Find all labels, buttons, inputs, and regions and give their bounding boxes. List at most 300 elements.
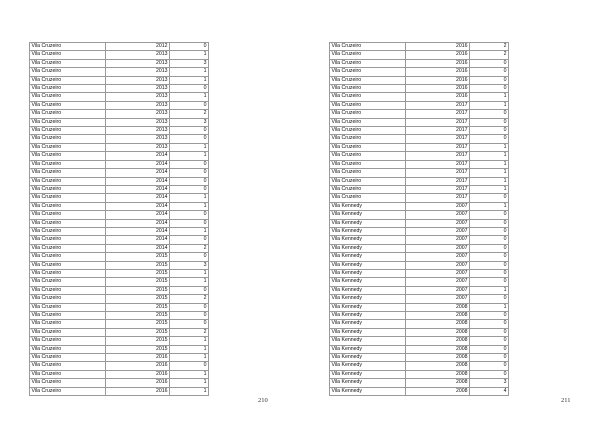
neighborhood-cell: Vila Cruzeiro [30, 194, 106, 202]
year-cell: 2007 [406, 286, 470, 294]
neighborhood-cell: Vila Cruzeiro [330, 194, 406, 202]
year-cell: 2013 [106, 59, 170, 67]
table-row [330, 143, 509, 151]
table-row [30, 152, 209, 160]
year-cell: 2016 [106, 387, 170, 395]
year-cell: 2014 [106, 202, 170, 210]
count-cell: 0 [470, 345, 509, 353]
count-cell: 0 [170, 362, 209, 370]
neighborhood-cell: Vila Cruzeiro [30, 295, 106, 303]
table-row [30, 118, 209, 126]
table-row [330, 295, 509, 303]
neighborhood-cell: Vila Kennedy [330, 261, 406, 269]
year-cell: 2007 [406, 227, 470, 235]
table-row [30, 295, 209, 303]
year-cell: 2014 [106, 152, 170, 160]
year-cell: 2016 [406, 68, 470, 76]
neighborhood-cell: Vila Cruzeiro [330, 143, 406, 151]
table-row [330, 51, 509, 59]
year-cell: 2015 [106, 253, 170, 261]
neighborhood-cell: Vila Cruzeiro [30, 185, 106, 193]
table-row [30, 160, 209, 168]
neighborhood-cell: Vila Cruzeiro [30, 303, 106, 311]
year-cell: 2017 [406, 169, 470, 177]
neighborhood-cell: Vila Kennedy [330, 269, 406, 277]
neighborhood-cell: Vila Kennedy [330, 202, 406, 210]
table-row [30, 59, 209, 67]
table-row [330, 59, 509, 67]
neighborhood-cell: Vila Cruzeiro [30, 227, 106, 235]
neighborhood-cell: Vila Kennedy [330, 354, 406, 362]
table-row [330, 85, 509, 93]
table-row [330, 261, 509, 269]
year-cell: 2015 [106, 312, 170, 320]
neighborhood-cell: Vila Cruzeiro [30, 118, 106, 126]
count-cell: 3 [170, 59, 209, 67]
year-cell: 2008 [406, 354, 470, 362]
neighborhood-cell: Vila Cruzeiro [330, 68, 406, 76]
year-cell: 2017 [406, 185, 470, 193]
neighborhood-cell: Vila Kennedy [330, 370, 406, 378]
year-cell: 2015 [106, 269, 170, 277]
count-cell: 1 [170, 370, 209, 378]
neighborhood-cell: Vila Kennedy [330, 236, 406, 244]
year-cell: 2017 [406, 143, 470, 151]
year-cell: 2016 [406, 43, 470, 51]
year-cell: 2007 [406, 261, 470, 269]
table-row [330, 110, 509, 118]
year-cell: 2007 [406, 219, 470, 227]
table-row [330, 76, 509, 84]
count-cell: 0 [170, 101, 209, 109]
table-row [30, 261, 209, 269]
neighborhood-cell: Vila Cruzeiro [30, 51, 106, 59]
count-cell: 0 [170, 219, 209, 227]
count-cell: 0 [470, 328, 509, 336]
table-row [30, 320, 209, 328]
count-cell: 0 [470, 135, 509, 143]
table-row [30, 236, 209, 244]
table-row [330, 236, 509, 244]
table-row [330, 345, 509, 353]
count-cell: 0 [470, 110, 509, 118]
year-cell: 2007 [406, 295, 470, 303]
count-cell: 0 [170, 135, 209, 143]
count-cell: 1 [470, 177, 509, 185]
neighborhood-cell: Vila Cruzeiro [30, 387, 106, 395]
table-row [30, 370, 209, 378]
count-cell: 0 [170, 320, 209, 328]
count-cell: 0 [470, 278, 509, 286]
count-cell: 1 [170, 51, 209, 59]
neighborhood-cell: Vila Cruzeiro [30, 278, 106, 286]
count-cell: 1 [470, 152, 509, 160]
count-cell: 0 [170, 303, 209, 311]
neighborhood-cell: Vila Cruzeiro [30, 59, 106, 67]
table-row [30, 177, 209, 185]
count-cell: 2 [170, 328, 209, 336]
table-row [30, 227, 209, 235]
count-cell: 3 [170, 118, 209, 126]
count-cell: 0 [470, 244, 509, 252]
count-cell: 1 [470, 286, 509, 294]
year-cell: 2014 [106, 185, 170, 193]
neighborhood-cell: Vila Kennedy [330, 295, 406, 303]
table-row [30, 85, 209, 93]
table-row [30, 219, 209, 227]
left-page-number: 210 [258, 397, 268, 404]
neighborhood-cell: Vila Kennedy [330, 253, 406, 261]
year-cell: 2014 [106, 219, 170, 227]
table-row [330, 337, 509, 345]
table-row [330, 43, 509, 51]
year-cell: 2017 [406, 177, 470, 185]
count-cell: 0 [470, 194, 509, 202]
table-row [330, 202, 509, 210]
year-cell: 2016 [106, 354, 170, 362]
count-cell: 1 [470, 93, 509, 101]
year-cell: 2014 [106, 169, 170, 177]
neighborhood-cell: Vila Cruzeiro [330, 59, 406, 67]
count-cell: 3 [470, 379, 509, 387]
neighborhood-cell: Vila Cruzeiro [30, 160, 106, 168]
count-cell: 0 [470, 370, 509, 378]
count-cell: 1 [170, 76, 209, 84]
count-cell: 2 [470, 43, 509, 51]
year-cell: 2016 [406, 51, 470, 59]
count-cell: 1 [170, 194, 209, 202]
year-cell: 2008 [406, 362, 470, 370]
table-row [30, 345, 209, 353]
year-cell: 2008 [406, 345, 470, 353]
year-cell: 2014 [106, 236, 170, 244]
year-cell: 2007 [406, 202, 470, 210]
table-row [30, 185, 209, 193]
table-row [330, 387, 509, 395]
table-row [30, 51, 209, 59]
count-cell: 0 [470, 127, 509, 135]
count-cell: 0 [170, 211, 209, 219]
table-row [30, 269, 209, 277]
neighborhood-cell: Vila Cruzeiro [30, 320, 106, 328]
year-cell: 2008 [406, 320, 470, 328]
year-cell: 2013 [106, 127, 170, 135]
table-row [330, 93, 509, 101]
neighborhood-cell: Vila Kennedy [330, 278, 406, 286]
neighborhood-cell: Vila Cruzeiro [30, 269, 106, 277]
year-cell: 2008 [406, 328, 470, 336]
count-cell: 1 [470, 303, 509, 311]
left-table-body [30, 43, 209, 396]
count-cell: 0 [470, 362, 509, 370]
table-row [330, 194, 509, 202]
count-cell: 0 [470, 227, 509, 235]
year-cell: 2014 [106, 244, 170, 252]
count-cell: 1 [470, 101, 509, 109]
count-cell: 1 [170, 278, 209, 286]
table-row [30, 194, 209, 202]
neighborhood-cell: Vila Cruzeiro [30, 337, 106, 345]
count-cell: 0 [170, 85, 209, 93]
count-cell: 3 [170, 261, 209, 269]
count-cell: 0 [470, 312, 509, 320]
table-row [330, 269, 509, 277]
table-row [30, 211, 209, 219]
count-cell: 1 [470, 169, 509, 177]
table-row [330, 312, 509, 320]
table-row [330, 101, 509, 109]
table-row [330, 185, 509, 193]
table-row [330, 253, 509, 261]
count-cell: 0 [170, 169, 209, 177]
year-cell: 2015 [106, 328, 170, 336]
year-cell: 2016 [406, 59, 470, 67]
neighborhood-cell: Vila Kennedy [330, 379, 406, 387]
count-cell: 0 [470, 118, 509, 126]
year-cell: 2013 [106, 76, 170, 84]
year-cell: 2013 [106, 110, 170, 118]
year-cell: 2016 [406, 76, 470, 84]
neighborhood-cell: Vila Cruzeiro [30, 211, 106, 219]
neighborhood-cell: Vila Cruzeiro [30, 76, 106, 84]
count-cell: 0 [470, 269, 509, 277]
neighborhood-cell: Vila Cruzeiro [330, 118, 406, 126]
year-cell: 2017 [406, 160, 470, 168]
neighborhood-cell: Vila Cruzeiro [30, 328, 106, 336]
year-cell: 2016 [106, 362, 170, 370]
count-cell: 1 [170, 269, 209, 277]
count-cell: 1 [470, 185, 509, 193]
count-cell: 0 [470, 320, 509, 328]
neighborhood-cell: Vila Cruzeiro [30, 219, 106, 227]
neighborhood-cell: Vila Cruzeiro [30, 244, 106, 252]
year-cell: 2008 [406, 387, 470, 395]
count-cell: 2 [170, 244, 209, 252]
table-row [30, 379, 209, 387]
count-cell: 0 [170, 160, 209, 168]
count-cell: 0 [170, 127, 209, 135]
year-cell: 2017 [406, 152, 470, 160]
table-row [30, 143, 209, 151]
neighborhood-cell: Vila Cruzeiro [330, 76, 406, 84]
year-cell: 2014 [106, 227, 170, 235]
neighborhood-cell: Vila Cruzeiro [30, 169, 106, 177]
year-cell: 2016 [406, 93, 470, 101]
table-row [30, 127, 209, 135]
neighborhood-cell: Vila Cruzeiro [30, 286, 106, 294]
table-row [30, 278, 209, 286]
count-cell: 1 [170, 93, 209, 101]
table-row [330, 211, 509, 219]
year-cell: 2013 [106, 68, 170, 76]
neighborhood-cell: Vila Cruzeiro [30, 202, 106, 210]
count-cell: 0 [470, 295, 509, 303]
year-cell: 2017 [406, 127, 470, 135]
neighborhood-cell: Vila Cruzeiro [30, 253, 106, 261]
count-cell: 0 [470, 85, 509, 93]
year-cell: 2007 [406, 236, 470, 244]
table-row [30, 43, 209, 51]
count-cell: 0 [170, 177, 209, 185]
neighborhood-cell: Vila Cruzeiro [30, 143, 106, 151]
year-cell: 2007 [406, 269, 470, 277]
count-cell: 2 [170, 110, 209, 118]
count-cell: 0 [170, 236, 209, 244]
year-cell: 2007 [406, 253, 470, 261]
count-cell: 1 [170, 152, 209, 160]
table-row [30, 362, 209, 370]
neighborhood-cell: Vila Kennedy [330, 328, 406, 336]
year-cell: 2016 [106, 370, 170, 378]
neighborhood-cell: Vila Cruzeiro [330, 169, 406, 177]
count-cell: 0 [470, 236, 509, 244]
year-cell: 2014 [106, 211, 170, 219]
count-cell: 2 [470, 51, 509, 59]
year-cell: 2014 [106, 160, 170, 168]
table-row [330, 135, 509, 143]
table-row [330, 286, 509, 294]
year-cell: 2017 [406, 110, 470, 118]
table-row [30, 68, 209, 76]
neighborhood-cell: Vila Cruzeiro [330, 152, 406, 160]
table-row [330, 379, 509, 387]
left-page-table [29, 42, 209, 396]
table-row [30, 93, 209, 101]
neighborhood-cell: Vila Cruzeiro [30, 261, 106, 269]
right-page-table [329, 42, 509, 396]
year-cell: 2013 [106, 101, 170, 109]
table-row [30, 169, 209, 177]
table-row [330, 303, 509, 311]
count-cell: 0 [470, 337, 509, 345]
neighborhood-cell: Vila Cruzeiro [30, 110, 106, 118]
neighborhood-cell: Vila Cruzeiro [30, 177, 106, 185]
year-cell: 2008 [406, 370, 470, 378]
count-cell: 1 [470, 143, 509, 151]
table-row [330, 160, 509, 168]
table-row [330, 152, 509, 160]
count-cell: 0 [170, 185, 209, 193]
table-row [30, 101, 209, 109]
table-row [330, 244, 509, 252]
year-cell: 2015 [106, 295, 170, 303]
count-cell: 0 [470, 253, 509, 261]
table-row [30, 202, 209, 210]
neighborhood-cell: Vila Cruzeiro [30, 354, 106, 362]
year-cell: 2008 [406, 337, 470, 345]
neighborhood-cell: Vila Kennedy [330, 227, 406, 235]
neighborhood-cell: Vila Cruzeiro [330, 177, 406, 185]
neighborhood-cell: Vila Kennedy [330, 345, 406, 353]
year-cell: 2017 [406, 118, 470, 126]
right-page-number: 211 [561, 397, 571, 404]
table-row [330, 227, 509, 235]
neighborhood-cell: Vila Kennedy [330, 337, 406, 345]
neighborhood-cell: Vila Cruzeiro [30, 127, 106, 135]
table-row [330, 370, 509, 378]
year-cell: 2007 [406, 244, 470, 252]
count-cell: 1 [170, 354, 209, 362]
table-row [30, 354, 209, 362]
year-cell: 2015 [106, 337, 170, 345]
count-cell: 2 [170, 295, 209, 303]
neighborhood-cell: Vila Cruzeiro [30, 236, 106, 244]
table-row [330, 169, 509, 177]
table-row [330, 278, 509, 286]
count-cell: 1 [170, 379, 209, 387]
neighborhood-cell: Vila Cruzeiro [330, 101, 406, 109]
neighborhood-cell: Vila Cruzeiro [330, 93, 406, 101]
neighborhood-cell: Vila Cruzeiro [30, 370, 106, 378]
table-row [30, 76, 209, 84]
right-table-body [330, 43, 509, 396]
year-cell: 2013 [106, 118, 170, 126]
table-row [30, 328, 209, 336]
year-cell: 2014 [106, 177, 170, 185]
table-row [30, 387, 209, 395]
table-row [30, 312, 209, 320]
neighborhood-cell: Vila Cruzeiro [30, 345, 106, 353]
neighborhood-cell: Vila Kennedy [330, 211, 406, 219]
year-cell: 2015 [106, 261, 170, 269]
year-cell: 2012 [106, 43, 170, 51]
year-cell: 2007 [406, 211, 470, 219]
neighborhood-cell: Vila Kennedy [330, 303, 406, 311]
table-row [30, 337, 209, 345]
neighborhood-cell: Vila Cruzeiro [30, 101, 106, 109]
year-cell: 2013 [106, 85, 170, 93]
count-cell: 0 [470, 76, 509, 84]
neighborhood-cell: Vila Kennedy [330, 362, 406, 370]
neighborhood-cell: Vila Kennedy [330, 387, 406, 395]
table-row [330, 219, 509, 227]
year-cell: 2017 [406, 101, 470, 109]
neighborhood-cell: Vila Cruzeiro [330, 110, 406, 118]
year-cell: 2015 [106, 286, 170, 294]
table-row [330, 354, 509, 362]
count-cell: 1 [470, 202, 509, 210]
neighborhood-cell: Vila Cruzeiro [30, 43, 106, 51]
neighborhood-cell: Vila Cruzeiro [330, 135, 406, 143]
neighborhood-cell: Vila Kennedy [330, 219, 406, 227]
count-cell: 1 [470, 160, 509, 168]
neighborhood-cell: Vila Cruzeiro [330, 160, 406, 168]
table-row [30, 244, 209, 252]
neighborhood-cell: Vila Cruzeiro [30, 152, 106, 160]
count-cell: 0 [470, 211, 509, 219]
neighborhood-cell: Vila Cruzeiro [330, 127, 406, 135]
table-row [330, 127, 509, 135]
year-cell: 2017 [406, 194, 470, 202]
count-cell: 1 [170, 345, 209, 353]
year-cell: 2016 [106, 379, 170, 387]
year-cell: 2013 [106, 93, 170, 101]
count-cell: 0 [470, 354, 509, 362]
count-cell: 1 [170, 337, 209, 345]
count-cell: 0 [170, 312, 209, 320]
table-row [330, 362, 509, 370]
neighborhood-cell: Vila Cruzeiro [330, 185, 406, 193]
count-cell: 1 [170, 227, 209, 235]
table-row [30, 303, 209, 311]
year-cell: 2014 [106, 194, 170, 202]
year-cell: 2008 [406, 312, 470, 320]
neighborhood-cell: Vila Cruzeiro [30, 135, 106, 143]
count-cell: 4 [470, 387, 509, 395]
year-cell: 2013 [106, 135, 170, 143]
count-cell: 1 [170, 143, 209, 151]
year-cell: 2007 [406, 278, 470, 286]
